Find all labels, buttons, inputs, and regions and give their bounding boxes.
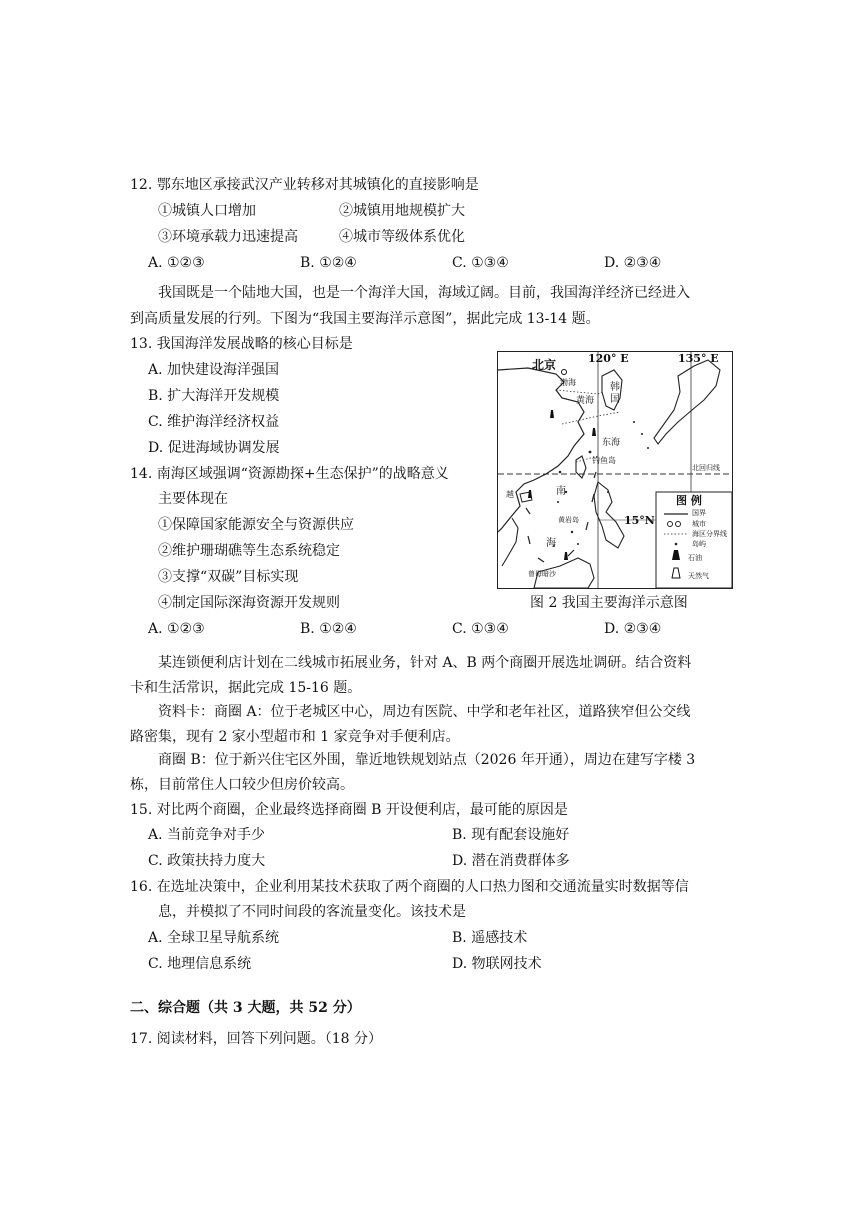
label-120e: 120° E	[588, 352, 629, 365]
q12-statement-1: ①城镇人口增加	[158, 203, 256, 219]
legend-title: 图 例	[676, 494, 702, 507]
label-nanhai-2: 海	[546, 538, 556, 549]
label-korea-1: 韩	[610, 382, 620, 393]
label-beijing: 北京	[532, 358, 557, 372]
intro2-line6: 栋，目前常住人口较少但房价较高。	[130, 777, 354, 793]
label-huanghai: 黄海	[576, 396, 595, 406]
q14-option-c: C. ①③④	[452, 621, 509, 637]
q13-option-d: D. 促进海域协调发展	[148, 440, 280, 456]
q14-statement-3: ③支撑“双碳”目标实现	[158, 569, 299, 585]
china-coastline	[498, 368, 584, 532]
intro2-line5: 商圈 B：位于新兴住宅区外围，靠近地铁规划站点（2026 年开通），周边在建写字楼 3	[158, 752, 696, 768]
q13-option-b: B. 扩大海洋开发规模	[148, 388, 280, 404]
label-bohai: 渤海	[560, 378, 576, 387]
legend-island-label: 岛屿	[692, 540, 706, 548]
q12-option-a: A. ①②③	[148, 255, 205, 271]
taiwan-island	[576, 456, 586, 478]
legend-oil-label: 石油	[688, 554, 702, 562]
q13-option-a: A. 加快建设海洋强国	[148, 362, 280, 378]
map-caption: 图 2 我国主要海洋示意图	[530, 595, 688, 611]
intro2-line2: 卡和生活常识，据此完成 15-16 题。	[130, 680, 362, 696]
label-vietnam: 越	[506, 490, 514, 499]
label-nanhai-1: 南	[556, 486, 566, 497]
legend-border-label: 国界	[692, 509, 706, 517]
q16-option-c: C. 地理信息系统	[148, 956, 252, 972]
q17-stem: 17. 阅读材料，回答下列问题。（18 分）	[130, 1031, 382, 1047]
q16-stem-line2: 息，并模拟了不同时间段的客流量变化。该技术是	[158, 904, 466, 920]
label-donghai: 东海	[602, 438, 621, 448]
beijing-city-icon	[562, 370, 567, 375]
japan-islands	[654, 360, 720, 444]
section2-title: 二、综合题（共 3 大题，共 52 分）	[130, 1000, 361, 1016]
q15-stem: 15. 对比两个商圈，企业最终选择商圈 B 开设便利店，最可能的原因是	[130, 802, 568, 818]
intro1-line1: 我国既是一个陆地大国，也是一个海洋大国，海域辽阔。目前，我国海洋经济已经进入	[158, 285, 690, 301]
boundary-huanghai-donghai	[562, 412, 620, 424]
q13-option-c: C. 维护海洋经济权益	[148, 414, 280, 430]
q14-statement-2: ②维护珊瑚礁等生态系统稳定	[158, 543, 340, 559]
q14-option-b: B. ①②④	[300, 621, 357, 637]
q15-option-c: C. 政策扶持力度大	[148, 853, 266, 869]
q13-stem: 13. 我国海洋发展战略的核心目标是	[130, 336, 353, 352]
intro2-line1: 某连锁便利店计划在二线城市拓展业务，针对 A、B 两个商圈开展选址调研。结合资料	[158, 655, 692, 671]
q16-option-b: B. 遥感技术	[452, 930, 528, 946]
intro2-line4: 路密集，现有 2 家小型超市和 1 家竞争对手便利店。	[130, 729, 460, 745]
q14-statement-1: ①保障国家能源安全与资源供应	[158, 517, 354, 533]
intro2-line3: 资料卡：商圈 A：位于老城区中心，周边有医院、中学和老年社区，道路狭窄但公交线	[158, 704, 691, 720]
label-135e: 135° E	[678, 352, 719, 365]
q12-statement-2: ②城镇用地规模扩大	[339, 203, 465, 219]
q15-option-b: B. 现有配套设施好	[452, 827, 570, 843]
label-tropic: 北回归线	[692, 464, 720, 472]
legend-island-symbol	[675, 543, 678, 546]
q14-option-a: A. ①②③	[148, 621, 205, 637]
philippines-islands	[594, 482, 624, 548]
label-diaoyu: 钓鱼岛	[592, 456, 616, 465]
intro1-line2: 到高质量发展的行列。下图为“我国主要海洋示意图”，据此完成 13-14 题。	[130, 311, 600, 327]
label-15n: 15°N	[624, 514, 655, 527]
q15-option-a: A. 当前竞争对手少	[148, 827, 266, 843]
label-korea-2: 国	[610, 394, 620, 405]
q12-option-d: D. ②③④	[604, 255, 662, 271]
q12-option-c: C. ①③④	[452, 255, 509, 271]
boundary-bohai-huanghai	[556, 390, 602, 394]
q12-option-b: B. ①②④	[300, 255, 357, 271]
q14-option-d: D. ②③④	[604, 621, 662, 637]
q14-stem-line2: 主要体现在	[158, 491, 228, 507]
legend-city-label: 城市	[692, 520, 706, 528]
legend-gas-label: 天然气	[688, 572, 709, 580]
q12-stem: 12. 鄂东地区承接武汉产业转移对其城镇化的直接影响是	[130, 177, 479, 193]
china-seas-map	[497, 351, 733, 589]
q14-statement-4: ④制定国际深海资源开发规则	[158, 595, 340, 611]
q16-option-d: D. 物联网技术	[452, 956, 542, 972]
q15-option-d: D. 潜在消费群体多	[452, 853, 570, 869]
label-zengmu: 曾母暗沙	[528, 570, 556, 578]
oil-markers	[528, 410, 596, 560]
q12-statement-3: ③环境承载力迅速提高	[158, 229, 298, 245]
q16-stem-line1: 16. 在选址决策中，企业利用某技术获取了两个商圈的人口热力图和交通流量实时数据等信	[130, 879, 689, 895]
q16-option-a: A. 全球卫星导航系统	[148, 930, 280, 946]
q14-stem-line1: 14. 南海区域强调“资源勘探+生态保护”的战略意义	[130, 466, 449, 482]
legend-sea-label: 海区分界线	[692, 530, 727, 538]
q12-statement-4: ④城市等级体系优化	[339, 229, 465, 245]
label-huangyan: 黄岩岛	[558, 516, 579, 524]
